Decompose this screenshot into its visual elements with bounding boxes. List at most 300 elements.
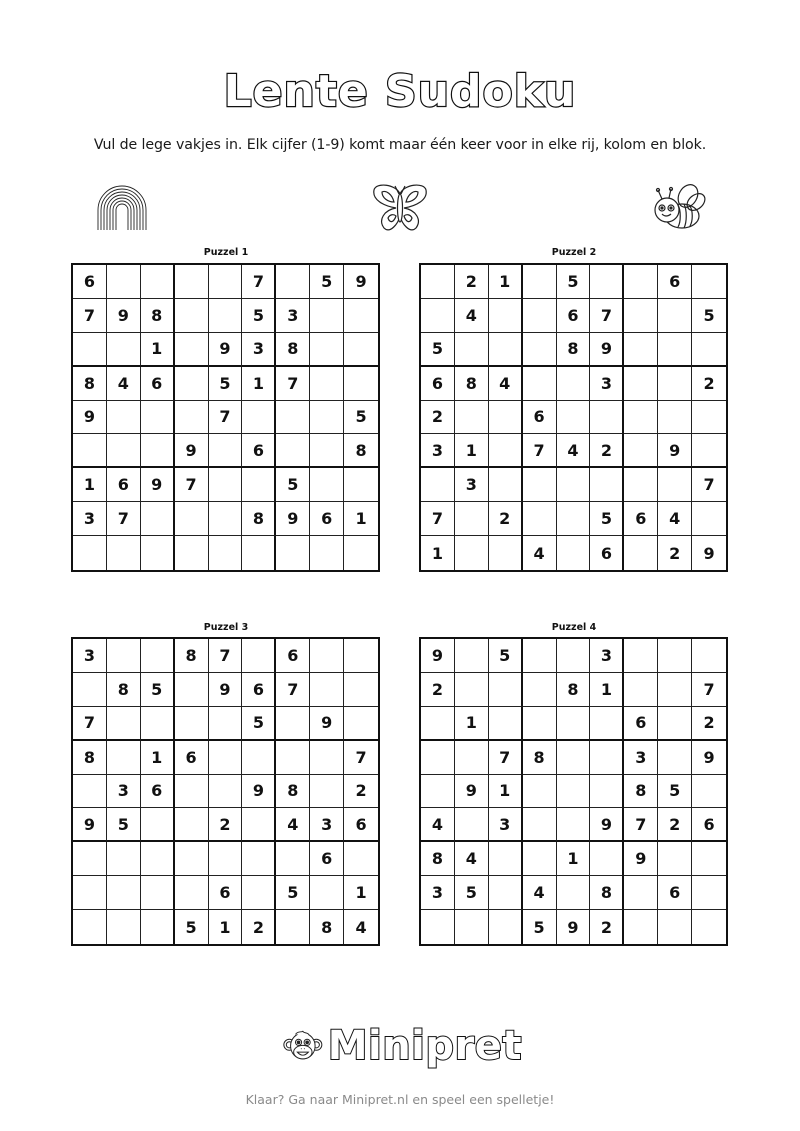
empty-cell[interactable] bbox=[421, 265, 455, 299]
given-cell: 9 bbox=[703, 543, 715, 563]
empty-cell[interactable] bbox=[107, 265, 141, 299]
empty-cell[interactable] bbox=[658, 299, 692, 333]
given-cell: 8 bbox=[242, 502, 276, 536]
given-cell: 9 bbox=[455, 775, 489, 809]
empty-cell[interactable] bbox=[209, 434, 243, 468]
empty-cell[interactable] bbox=[489, 876, 523, 910]
given-cell: 5 bbox=[590, 502, 624, 536]
given-cell: 1 bbox=[344, 502, 378, 536]
given-cell: 2 bbox=[692, 707, 726, 741]
given-cell: 9 bbox=[658, 434, 692, 468]
given-cell: 7 bbox=[107, 502, 141, 536]
empty-cell[interactable] bbox=[141, 808, 175, 842]
sudoku-grid-3 bbox=[71, 637, 380, 946]
given-cell: 7 bbox=[73, 299, 107, 333]
empty-cell[interactable] bbox=[209, 842, 243, 876]
empty-cell[interactable] bbox=[658, 639, 692, 673]
given-cell: 3 bbox=[590, 639, 624, 673]
given-cell: 3 bbox=[489, 808, 523, 842]
minipret-logo[interactable] bbox=[282, 1018, 522, 1074]
given-cell: 1 bbox=[557, 842, 591, 876]
empty-cell[interactable] bbox=[658, 741, 692, 775]
empty-cell[interactable] bbox=[209, 502, 243, 536]
empty-cell[interactable] bbox=[175, 775, 209, 809]
given-cell: 3 bbox=[421, 434, 455, 468]
given-cell: 9 bbox=[344, 265, 378, 299]
given-cell: 4 bbox=[523, 876, 557, 910]
given-cell: 6 bbox=[658, 876, 692, 910]
empty-cell[interactable] bbox=[175, 333, 209, 367]
empty-cell[interactable] bbox=[658, 333, 692, 367]
empty-cell[interactable] bbox=[141, 707, 175, 741]
given-cell: 6 bbox=[344, 808, 378, 842]
empty-cell[interactable] bbox=[590, 741, 624, 775]
given-cell: 5 bbox=[107, 808, 141, 842]
empty-cell[interactable] bbox=[590, 842, 624, 876]
empty-cell[interactable] bbox=[310, 468, 344, 502]
given-cell: 3 bbox=[276, 299, 310, 333]
empty-cell[interactable] bbox=[242, 808, 276, 842]
given-cell: 7 bbox=[344, 741, 378, 775]
empty-cell[interactable] bbox=[209, 299, 243, 333]
given-cell: 5 bbox=[242, 299, 276, 333]
empty-cell[interactable] bbox=[141, 910, 175, 944]
given-cell: 8 bbox=[590, 876, 624, 910]
empty-cell[interactable] bbox=[624, 299, 658, 333]
given-cell: 8 bbox=[310, 910, 344, 944]
instructions-text: Vul de lege vakjes in. Elk cijfer (1-9) komt maar één keer voor in elke rij, kolom en blok. bbox=[93, 137, 707, 153]
given-cell: 2 bbox=[344, 775, 378, 809]
empty-cell[interactable] bbox=[175, 842, 209, 876]
empty-cell[interactable] bbox=[590, 707, 624, 741]
given-cell: 7 bbox=[242, 265, 276, 299]
empty-cell[interactable] bbox=[310, 434, 344, 468]
given-cell: 2 bbox=[658, 536, 692, 570]
given-cell: 1 bbox=[489, 265, 523, 299]
given-cell: 6 bbox=[276, 639, 310, 673]
empty-cell[interactable] bbox=[624, 876, 658, 910]
puzzle-2-label: Puzzel 2 bbox=[551, 247, 597, 258]
empty-cell[interactable] bbox=[73, 876, 107, 910]
given-cell: 6 bbox=[658, 265, 692, 299]
puzzle-1-label: Puzzel 1 bbox=[203, 247, 249, 258]
logo-text: Minipret bbox=[327, 1023, 522, 1069]
given-cell: 2 bbox=[421, 673, 455, 707]
given-cell: 3 bbox=[242, 333, 276, 367]
empty-cell[interactable] bbox=[421, 299, 455, 333]
given-cell: 6 bbox=[624, 502, 658, 536]
empty-cell[interactable] bbox=[489, 707, 523, 741]
empty-cell[interactable] bbox=[73, 333, 107, 367]
empty-cell[interactable] bbox=[489, 401, 523, 435]
given-cell: 7 bbox=[73, 707, 107, 741]
given-cell: 5 bbox=[242, 707, 276, 741]
given-cell: 9 bbox=[421, 639, 455, 673]
empty-cell[interactable] bbox=[310, 741, 344, 775]
empty-cell[interactable] bbox=[141, 876, 175, 910]
empty-cell[interactable] bbox=[310, 536, 344, 570]
empty-cell[interactable] bbox=[455, 536, 489, 570]
given-cell: 8 bbox=[557, 333, 591, 367]
empty-cell[interactable] bbox=[421, 910, 455, 944]
given-cell: 1 bbox=[344, 876, 378, 910]
given-cell: 1 bbox=[455, 434, 489, 468]
empty-cell[interactable] bbox=[310, 775, 344, 809]
given-cell: 8 bbox=[344, 434, 378, 468]
empty-cell[interactable] bbox=[523, 367, 557, 401]
empty-cell[interactable] bbox=[590, 265, 624, 299]
empty-cell[interactable] bbox=[276, 910, 310, 944]
given-cell: 5 bbox=[658, 775, 692, 809]
footer-message: Klaar? Ga naar Minipret.nl en speel een spelletje! bbox=[245, 1092, 555, 1107]
empty-cell[interactable] bbox=[624, 673, 658, 707]
empty-cell[interactable] bbox=[489, 299, 523, 333]
given-cell: 8 bbox=[73, 741, 107, 775]
empty-cell[interactable] bbox=[276, 741, 310, 775]
empty-cell[interactable] bbox=[209, 265, 243, 299]
empty-cell[interactable] bbox=[141, 401, 175, 435]
given-cell: 2 bbox=[489, 502, 523, 536]
given-cell: 7 bbox=[209, 401, 243, 435]
given-cell: 9 bbox=[107, 299, 141, 333]
empty-cell[interactable] bbox=[276, 434, 310, 468]
empty-cell[interactable] bbox=[242, 876, 276, 910]
empty-cell[interactable] bbox=[489, 536, 523, 570]
monkey-icon bbox=[282, 1018, 324, 1074]
given-cell: 1 bbox=[242, 367, 276, 401]
given-cell: 8 bbox=[141, 299, 175, 333]
empty-cell[interactable] bbox=[489, 434, 523, 468]
empty-cell[interactable] bbox=[209, 536, 243, 570]
empty-cell[interactable] bbox=[658, 468, 692, 502]
given-cell: 8 bbox=[557, 673, 591, 707]
given-cell: 7 bbox=[692, 673, 726, 707]
empty-cell[interactable] bbox=[107, 910, 141, 944]
empty-cell[interactable] bbox=[141, 842, 175, 876]
given-cell: 2 bbox=[658, 808, 692, 842]
empty-cell[interactable] bbox=[455, 741, 489, 775]
empty-cell[interactable] bbox=[692, 842, 726, 876]
given-cell: 9 bbox=[590, 333, 624, 367]
empty-cell[interactable] bbox=[73, 842, 107, 876]
empty-cell[interactable] bbox=[73, 775, 107, 809]
empty-cell[interactable] bbox=[107, 401, 141, 435]
empty-cell[interactable] bbox=[692, 502, 726, 536]
sudoku-grid-1 bbox=[71, 263, 380, 572]
empty-cell[interactable] bbox=[141, 502, 175, 536]
empty-cell[interactable] bbox=[107, 536, 141, 570]
empty-cell[interactable] bbox=[489, 910, 523, 944]
empty-cell[interactable] bbox=[590, 775, 624, 809]
given-cell: 8 bbox=[624, 775, 658, 809]
empty-cell[interactable] bbox=[523, 639, 557, 673]
given-cell: 1 bbox=[421, 536, 455, 570]
empty-cell[interactable] bbox=[523, 707, 557, 741]
given-cell: 5 bbox=[692, 299, 726, 333]
given-cell: 4 bbox=[557, 434, 591, 468]
given-cell: 8 bbox=[276, 333, 310, 367]
empty-cell[interactable] bbox=[692, 639, 726, 673]
empty-cell[interactable] bbox=[310, 639, 344, 673]
given-cell: 9 bbox=[73, 401, 107, 435]
given-cell: 9 bbox=[209, 333, 243, 367]
empty-cell[interactable] bbox=[107, 434, 141, 468]
empty-cell[interactable] bbox=[175, 401, 209, 435]
empty-cell[interactable] bbox=[489, 333, 523, 367]
empty-cell[interactable] bbox=[344, 468, 378, 502]
empty-cell[interactable] bbox=[624, 536, 658, 570]
empty-cell[interactable] bbox=[276, 536, 310, 570]
given-cell: 7 bbox=[276, 673, 310, 707]
empty-cell[interactable] bbox=[523, 808, 557, 842]
empty-cell[interactable] bbox=[73, 673, 107, 707]
empty-cell[interactable] bbox=[276, 265, 310, 299]
empty-cell[interactable] bbox=[692, 401, 726, 435]
empty-cell[interactable] bbox=[455, 639, 489, 673]
empty-cell[interactable] bbox=[344, 536, 378, 570]
given-cell: 4 bbox=[421, 808, 455, 842]
given-cell: 5 bbox=[523, 910, 557, 944]
empty-cell[interactable] bbox=[523, 502, 557, 536]
empty-cell[interactable] bbox=[692, 876, 726, 910]
butterfly-icon bbox=[370, 180, 430, 236]
sudoku-grid-4 bbox=[419, 637, 728, 946]
empty-cell[interactable] bbox=[310, 401, 344, 435]
given-cell: 7 bbox=[624, 808, 658, 842]
rainbow-icon bbox=[92, 180, 152, 236]
empty-cell[interactable] bbox=[692, 265, 726, 299]
empty-cell[interactable] bbox=[344, 333, 378, 367]
empty-cell[interactable] bbox=[692, 434, 726, 468]
given-cell: 6 bbox=[209, 876, 243, 910]
empty-cell[interactable] bbox=[523, 468, 557, 502]
empty-cell[interactable] bbox=[310, 299, 344, 333]
empty-cell[interactable] bbox=[624, 468, 658, 502]
given-cell: 7 bbox=[276, 367, 310, 401]
empty-cell[interactable] bbox=[624, 333, 658, 367]
given-cell: 5 bbox=[421, 333, 455, 367]
empty-cell[interactable] bbox=[107, 707, 141, 741]
given-cell: 3 bbox=[421, 876, 455, 910]
empty-cell[interactable] bbox=[692, 910, 726, 944]
given-cell: 2 bbox=[692, 367, 726, 401]
empty-cell[interactable] bbox=[557, 502, 591, 536]
empty-cell[interactable] bbox=[658, 673, 692, 707]
empty-cell[interactable] bbox=[344, 673, 378, 707]
given-cell: 5 bbox=[310, 265, 344, 299]
empty-cell[interactable] bbox=[175, 808, 209, 842]
empty-cell[interactable] bbox=[421, 707, 455, 741]
empty-cell[interactable] bbox=[489, 673, 523, 707]
empty-cell[interactable] bbox=[557, 707, 591, 741]
empty-cell[interactable] bbox=[344, 842, 378, 876]
given-cell: 7 bbox=[590, 299, 624, 333]
empty-cell[interactable] bbox=[523, 842, 557, 876]
given-cell: 9 bbox=[624, 842, 658, 876]
empty-cell[interactable] bbox=[175, 265, 209, 299]
given-cell: 9 bbox=[692, 741, 726, 775]
empty-cell[interactable] bbox=[624, 910, 658, 944]
empty-cell[interactable] bbox=[624, 434, 658, 468]
given-cell: 9 bbox=[310, 707, 344, 741]
empty-cell[interactable] bbox=[73, 434, 107, 468]
given-cell: 6 bbox=[421, 367, 455, 401]
empty-cell[interactable] bbox=[692, 775, 726, 809]
given-cell: 7 bbox=[421, 502, 455, 536]
empty-cell[interactable] bbox=[276, 707, 310, 741]
empty-cell[interactable] bbox=[209, 741, 243, 775]
given-cell: 5 bbox=[209, 367, 243, 401]
given-cell: 1 bbox=[73, 468, 107, 502]
given-cell: 3 bbox=[73, 639, 107, 673]
given-cell: 5 bbox=[557, 265, 591, 299]
empty-cell[interactable] bbox=[107, 876, 141, 910]
given-cell: 6 bbox=[107, 468, 141, 502]
empty-cell[interactable] bbox=[209, 775, 243, 809]
given-cell: 1 bbox=[455, 707, 489, 741]
given-cell: 9 bbox=[175, 434, 209, 468]
given-cell: 9 bbox=[141, 468, 175, 502]
given-cell: 4 bbox=[523, 536, 557, 570]
empty-cell[interactable] bbox=[73, 910, 107, 944]
empty-cell[interactable] bbox=[209, 468, 243, 502]
empty-cell[interactable] bbox=[107, 639, 141, 673]
empty-cell[interactable] bbox=[624, 401, 658, 435]
empty-cell[interactable] bbox=[523, 333, 557, 367]
empty-cell[interactable] bbox=[242, 468, 276, 502]
empty-cell[interactable] bbox=[455, 401, 489, 435]
empty-cell[interactable] bbox=[557, 808, 591, 842]
empty-cell[interactable] bbox=[455, 502, 489, 536]
empty-cell[interactable] bbox=[421, 741, 455, 775]
empty-cell[interactable] bbox=[141, 639, 175, 673]
empty-cell[interactable] bbox=[455, 910, 489, 944]
given-cell: 6 bbox=[242, 673, 276, 707]
given-cell: 2 bbox=[209, 808, 243, 842]
empty-cell[interactable] bbox=[455, 808, 489, 842]
empty-cell[interactable] bbox=[557, 876, 591, 910]
given-cell: 2 bbox=[421, 401, 455, 435]
empty-cell[interactable] bbox=[141, 434, 175, 468]
given-cell: 9 bbox=[276, 502, 310, 536]
empty-cell[interactable] bbox=[242, 639, 276, 673]
given-cell: 7 bbox=[175, 468, 209, 502]
empty-cell[interactable] bbox=[242, 536, 276, 570]
empty-cell[interactable] bbox=[175, 673, 209, 707]
empty-cell[interactable] bbox=[175, 876, 209, 910]
given-cell: 6 bbox=[590, 536, 624, 570]
empty-cell[interactable] bbox=[624, 265, 658, 299]
empty-cell[interactable] bbox=[455, 673, 489, 707]
empty-cell[interactable] bbox=[692, 333, 726, 367]
empty-cell[interactable] bbox=[242, 401, 276, 435]
given-cell: 5 bbox=[489, 639, 523, 673]
empty-cell[interactable] bbox=[557, 741, 591, 775]
empty-cell[interactable] bbox=[107, 741, 141, 775]
given-cell: 1 bbox=[590, 673, 624, 707]
empty-cell[interactable] bbox=[557, 536, 591, 570]
empty-cell[interactable] bbox=[523, 265, 557, 299]
empty-cell[interactable] bbox=[276, 401, 310, 435]
empty-cell[interactable] bbox=[624, 639, 658, 673]
empty-cell[interactable] bbox=[658, 707, 692, 741]
empty-cell[interactable] bbox=[658, 842, 692, 876]
empty-cell[interactable] bbox=[141, 536, 175, 570]
given-cell: 3 bbox=[73, 502, 107, 536]
given-cell: 3 bbox=[624, 741, 658, 775]
empty-cell[interactable] bbox=[107, 333, 141, 367]
given-cell: 5 bbox=[141, 673, 175, 707]
empty-cell[interactable] bbox=[310, 673, 344, 707]
given-cell: 4 bbox=[455, 299, 489, 333]
empty-cell[interactable] bbox=[590, 468, 624, 502]
empty-cell[interactable] bbox=[344, 299, 378, 333]
empty-cell[interactable] bbox=[344, 639, 378, 673]
given-cell: 1 bbox=[141, 333, 175, 367]
given-cell: 8 bbox=[107, 673, 141, 707]
empty-cell[interactable] bbox=[523, 775, 557, 809]
empty-cell[interactable] bbox=[141, 265, 175, 299]
empty-cell[interactable] bbox=[590, 401, 624, 435]
empty-cell[interactable] bbox=[344, 367, 378, 401]
empty-cell[interactable] bbox=[557, 775, 591, 809]
empty-cell[interactable] bbox=[624, 367, 658, 401]
empty-cell[interactable] bbox=[175, 536, 209, 570]
given-cell: 4 bbox=[489, 367, 523, 401]
empty-cell[interactable] bbox=[523, 299, 557, 333]
given-cell: 2 bbox=[590, 910, 624, 944]
empty-cell[interactable] bbox=[658, 401, 692, 435]
empty-cell[interactable] bbox=[73, 536, 107, 570]
given-cell: 4 bbox=[455, 842, 489, 876]
empty-cell[interactable] bbox=[310, 367, 344, 401]
empty-cell[interactable] bbox=[175, 367, 209, 401]
empty-cell[interactable] bbox=[557, 401, 591, 435]
empty-cell[interactable] bbox=[242, 741, 276, 775]
empty-cell[interactable] bbox=[421, 775, 455, 809]
empty-cell[interactable] bbox=[523, 673, 557, 707]
given-cell: 6 bbox=[310, 502, 344, 536]
empty-cell[interactable] bbox=[557, 639, 591, 673]
empty-cell[interactable] bbox=[175, 299, 209, 333]
empty-cell[interactable] bbox=[175, 502, 209, 536]
given-cell: 6 bbox=[242, 434, 276, 468]
empty-cell[interactable] bbox=[557, 468, 591, 502]
given-cell: 7 bbox=[692, 468, 726, 502]
given-cell: 6 bbox=[624, 707, 658, 741]
empty-cell[interactable] bbox=[344, 707, 378, 741]
empty-cell[interactable] bbox=[658, 910, 692, 944]
empty-cell[interactable] bbox=[310, 333, 344, 367]
empty-cell[interactable] bbox=[209, 707, 243, 741]
empty-cell[interactable] bbox=[557, 367, 591, 401]
empty-cell[interactable] bbox=[242, 842, 276, 876]
empty-cell[interactable] bbox=[107, 842, 141, 876]
empty-cell[interactable] bbox=[421, 468, 455, 502]
given-cell: 7 bbox=[209, 639, 243, 673]
given-cell: 3 bbox=[107, 775, 141, 809]
empty-cell[interactable] bbox=[489, 842, 523, 876]
empty-cell[interactable] bbox=[489, 468, 523, 502]
empty-cell[interactable] bbox=[276, 842, 310, 876]
given-cell: 5 bbox=[175, 910, 209, 944]
empty-cell[interactable] bbox=[455, 333, 489, 367]
empty-cell[interactable] bbox=[175, 707, 209, 741]
empty-cell[interactable] bbox=[658, 367, 692, 401]
empty-cell[interactable] bbox=[310, 876, 344, 910]
puzzle-3-label: Puzzel 3 bbox=[203, 622, 249, 633]
given-cell: 6 bbox=[141, 775, 175, 809]
